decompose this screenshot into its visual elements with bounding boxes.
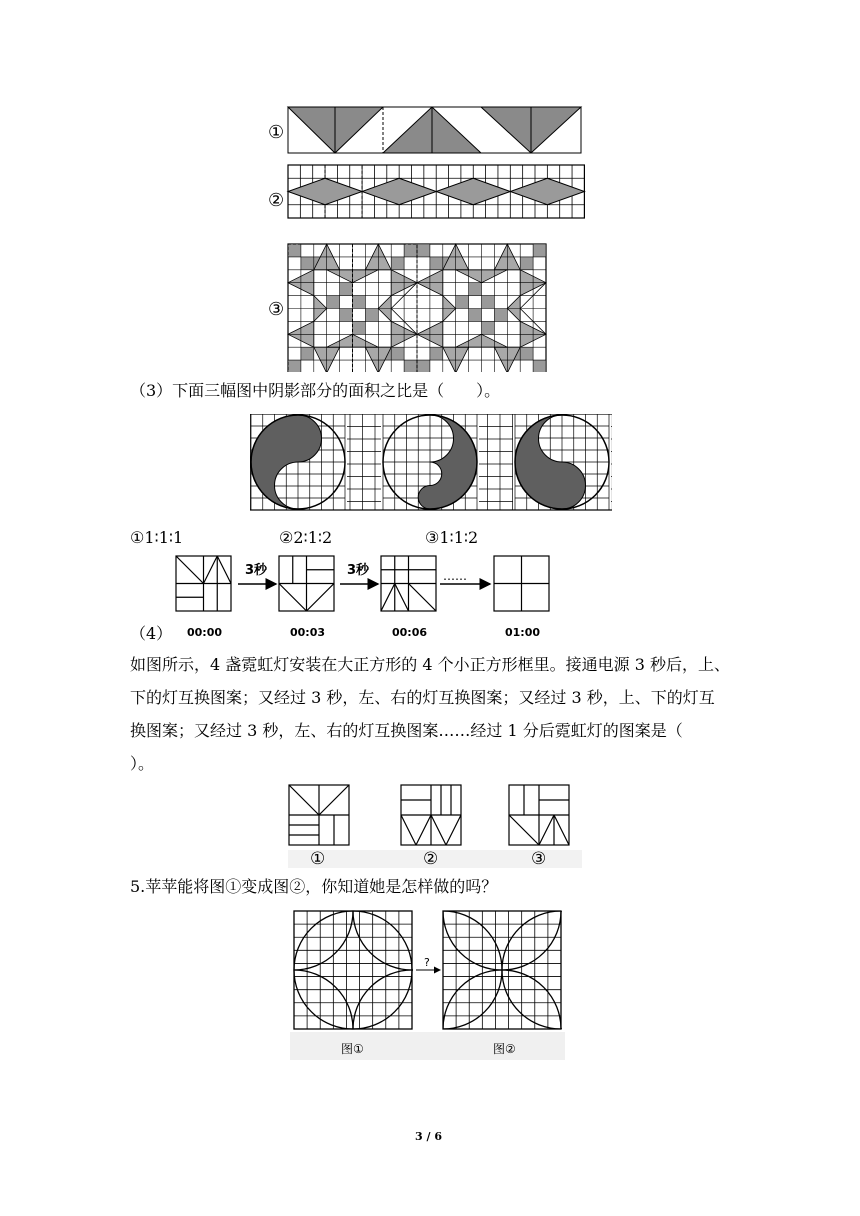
choice-1-label: ① xyxy=(310,849,326,869)
caption-fig-1: 图① xyxy=(341,1042,364,1056)
shaded-square xyxy=(520,257,533,270)
shaded-square xyxy=(327,296,340,309)
shaded-square xyxy=(469,309,482,322)
shaded-square xyxy=(482,321,495,334)
time-3: 01:00 xyxy=(505,626,541,639)
panel-0006 xyxy=(381,556,436,611)
panel-0100 xyxy=(494,556,549,611)
shaded-square xyxy=(494,309,507,322)
shaded-square xyxy=(520,347,533,360)
shaded-square xyxy=(288,360,301,372)
q4-text: 如图所示，4 盏霓虹灯安装在大正方形的 4 个小正方形框里。接通电源 3 秒后，上、下的灯互换图案；又经过 3 秒，左、右的灯互换图案；又经过 3 秒，上、下的灯互换图案；又经过 3 秒，左、右的灯互换图案……经过 1 分后霓虹灯的图案是（ ）。 xyxy=(130,655,730,773)
time-2: 00:06 xyxy=(392,626,428,639)
neon-lights-sequence xyxy=(170,550,560,646)
pattern-3 xyxy=(288,244,546,372)
neon-choices xyxy=(284,780,584,870)
shaded-square xyxy=(365,309,378,322)
panel-0003 xyxy=(279,556,334,611)
choice-3-panel xyxy=(509,785,569,845)
q4-label: （4） xyxy=(130,624,173,643)
choice-2-panel xyxy=(401,785,461,845)
shaded-square xyxy=(430,257,443,270)
shaded-square xyxy=(404,244,417,257)
q3-option-1: ①1∶1∶1 xyxy=(130,528,184,547)
shaded-square xyxy=(391,257,404,270)
pattern-1 xyxy=(288,107,581,153)
shaded-square xyxy=(340,309,353,322)
pattern-3-label: ③ xyxy=(268,299,285,320)
arc-grid-figure xyxy=(288,906,568,1062)
q3-question: （3）下面三幅图中阴影部分的面积之比是（ ）。 xyxy=(130,381,501,400)
border-patterns-figure xyxy=(262,100,594,372)
panel-0000 xyxy=(176,556,231,611)
diamond xyxy=(436,178,510,205)
shaded-square xyxy=(301,347,314,360)
choice-2-label: ② xyxy=(423,849,439,869)
pattern-2-label: ② xyxy=(268,190,285,211)
shaded-square xyxy=(533,244,546,257)
q5-text: 5.苹苹能将图①变成图②，你知道她是怎样做的吗？ xyxy=(130,877,498,896)
q3-option-3: ③1∶1∶2 xyxy=(425,528,479,547)
diamond xyxy=(288,178,362,205)
pattern-1-label: ① xyxy=(268,122,285,143)
q3-option-2: ②2∶1∶2 xyxy=(279,528,333,547)
shaded-square xyxy=(404,360,417,372)
diamond xyxy=(362,178,436,205)
time-0: 00:00 xyxy=(187,626,223,639)
shaded-square xyxy=(340,283,353,296)
step-label-1: 3秒 xyxy=(245,563,268,578)
choice-3-label: ③ xyxy=(531,849,547,869)
shaded-square xyxy=(301,257,314,270)
diamond xyxy=(510,178,584,205)
choice-1-panel xyxy=(289,785,349,845)
shaded-square xyxy=(456,296,469,309)
time-1: 00:03 xyxy=(290,626,326,639)
yin-yang-figure xyxy=(250,414,612,512)
shaded-square xyxy=(533,360,546,372)
outer-circle xyxy=(294,911,412,1029)
shaded-square xyxy=(469,283,482,296)
shaded-square xyxy=(353,296,366,309)
caption-fig-2: 图② xyxy=(493,1042,516,1056)
step-label-2: 3秒 xyxy=(347,563,370,578)
shaded-square xyxy=(288,244,301,257)
transform-arrow-label: ? xyxy=(424,956,430,969)
shaded-square xyxy=(482,296,495,309)
shaded-square xyxy=(417,360,430,372)
shaded-square xyxy=(417,244,430,257)
ellipsis: …… xyxy=(443,569,467,583)
shaded-square xyxy=(353,321,366,334)
page-number: 3 / 6 xyxy=(415,1130,442,1143)
shaded-square xyxy=(430,347,443,360)
shaded-square xyxy=(391,347,404,360)
pattern-2 xyxy=(288,165,584,218)
